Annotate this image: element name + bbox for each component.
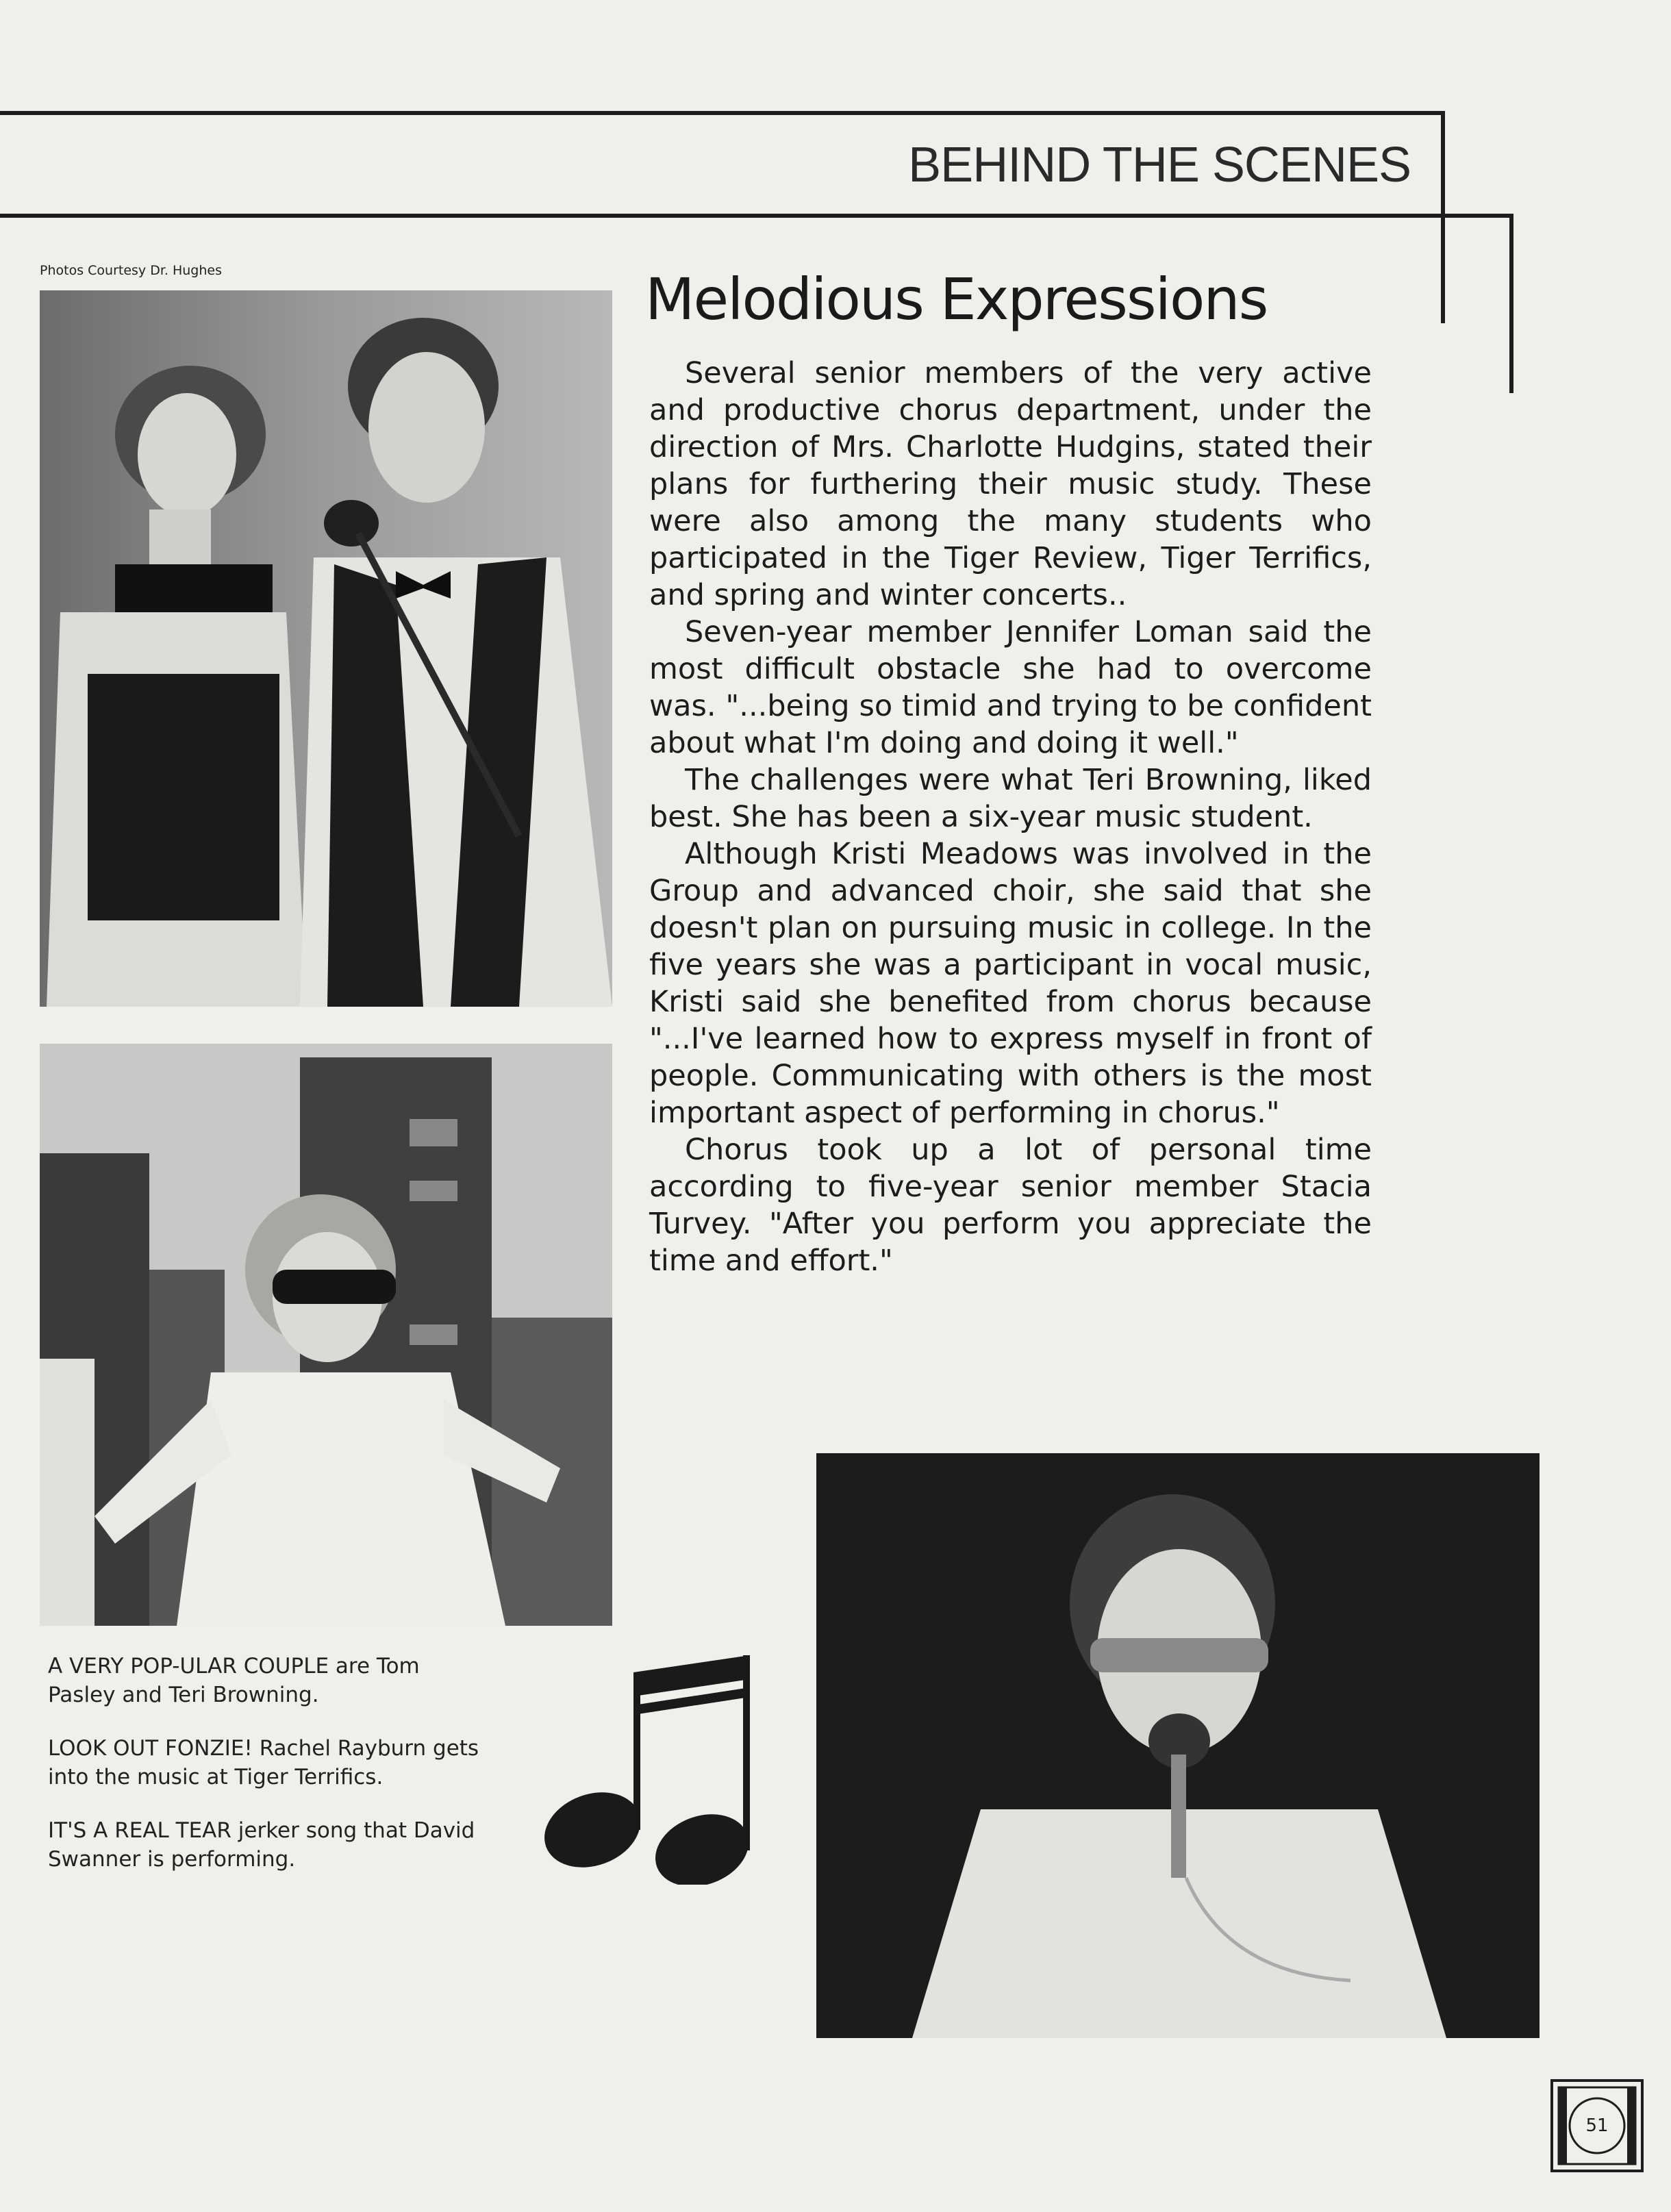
caption-1: A VERY POP-ULAR COUPLE are Tom Pasley and Teri Browning. <box>48 1654 420 1707</box>
photo-singer-microphone <box>816 1453 1540 2038</box>
photo-captions <box>48 1652 486 1898</box>
article-paragraph: Chorus took up a lot of personal time according to five-year senior member Stacia Turvey. "After you perform you appreciate the time and effort." <box>649 1133 1372 1278</box>
header-rule-top <box>0 111 1445 115</box>
article-body <box>649 355 1372 1279</box>
article-paragraph: Several senior members of the very active and productive chorus department, under the direction of Mrs. Charlotte Hudgins, stated their plans for furthering their music study. These were also among the many students who participated in the Tiger Review, Tiger Terrifics, and spring and winter concerts.. <box>649 356 1372 612</box>
page-number-box <box>1550 2079 1644 2172</box>
caption-2: LOOK OUT FONZIE! Rachel Rayburn gets into the music at Tiger Terrifics. <box>48 1736 479 1789</box>
header-rule-bottom <box>0 214 1513 218</box>
article-title: Melodious Expressions <box>645 266 1268 333</box>
header-rule-bottom-right <box>1509 214 1513 393</box>
photo-dancer-sunglasses <box>40 1044 612 1626</box>
caption-3: IT'S A REAL TEAR jerker song that David Swanner is performing. <box>48 1818 475 1872</box>
photo-credit: Photos Courtesy Dr. Hughes <box>40 263 222 278</box>
section-heading: BEHIND THE SCENES <box>908 138 1411 192</box>
article-paragraph: Seven-year member Jennifer Loman said the most difficult obstacle she had to overcome was. "...being so timid and trying to be confident about what I'm doing and doing it well." <box>649 615 1372 760</box>
article-paragraph: The challenges were what Teri Browning, liked best. She has been a six-year music student. <box>649 763 1372 834</box>
photo-couple-singing <box>40 290 612 1007</box>
music-note-icon <box>538 1652 757 1885</box>
page-number: 51 <box>1585 2115 1609 2136</box>
article-paragraph: Although Kristi Meadows was involved in the Group and advanced choir, she said that she doesn't plan on pursuing music in college. In the five years she was a participant in vocal music, Kristi said she benefited from chorus because "...I've learned how to express myself in front of people. Communicating with others is the most important aspect of performing in chorus." <box>649 837 1372 1130</box>
